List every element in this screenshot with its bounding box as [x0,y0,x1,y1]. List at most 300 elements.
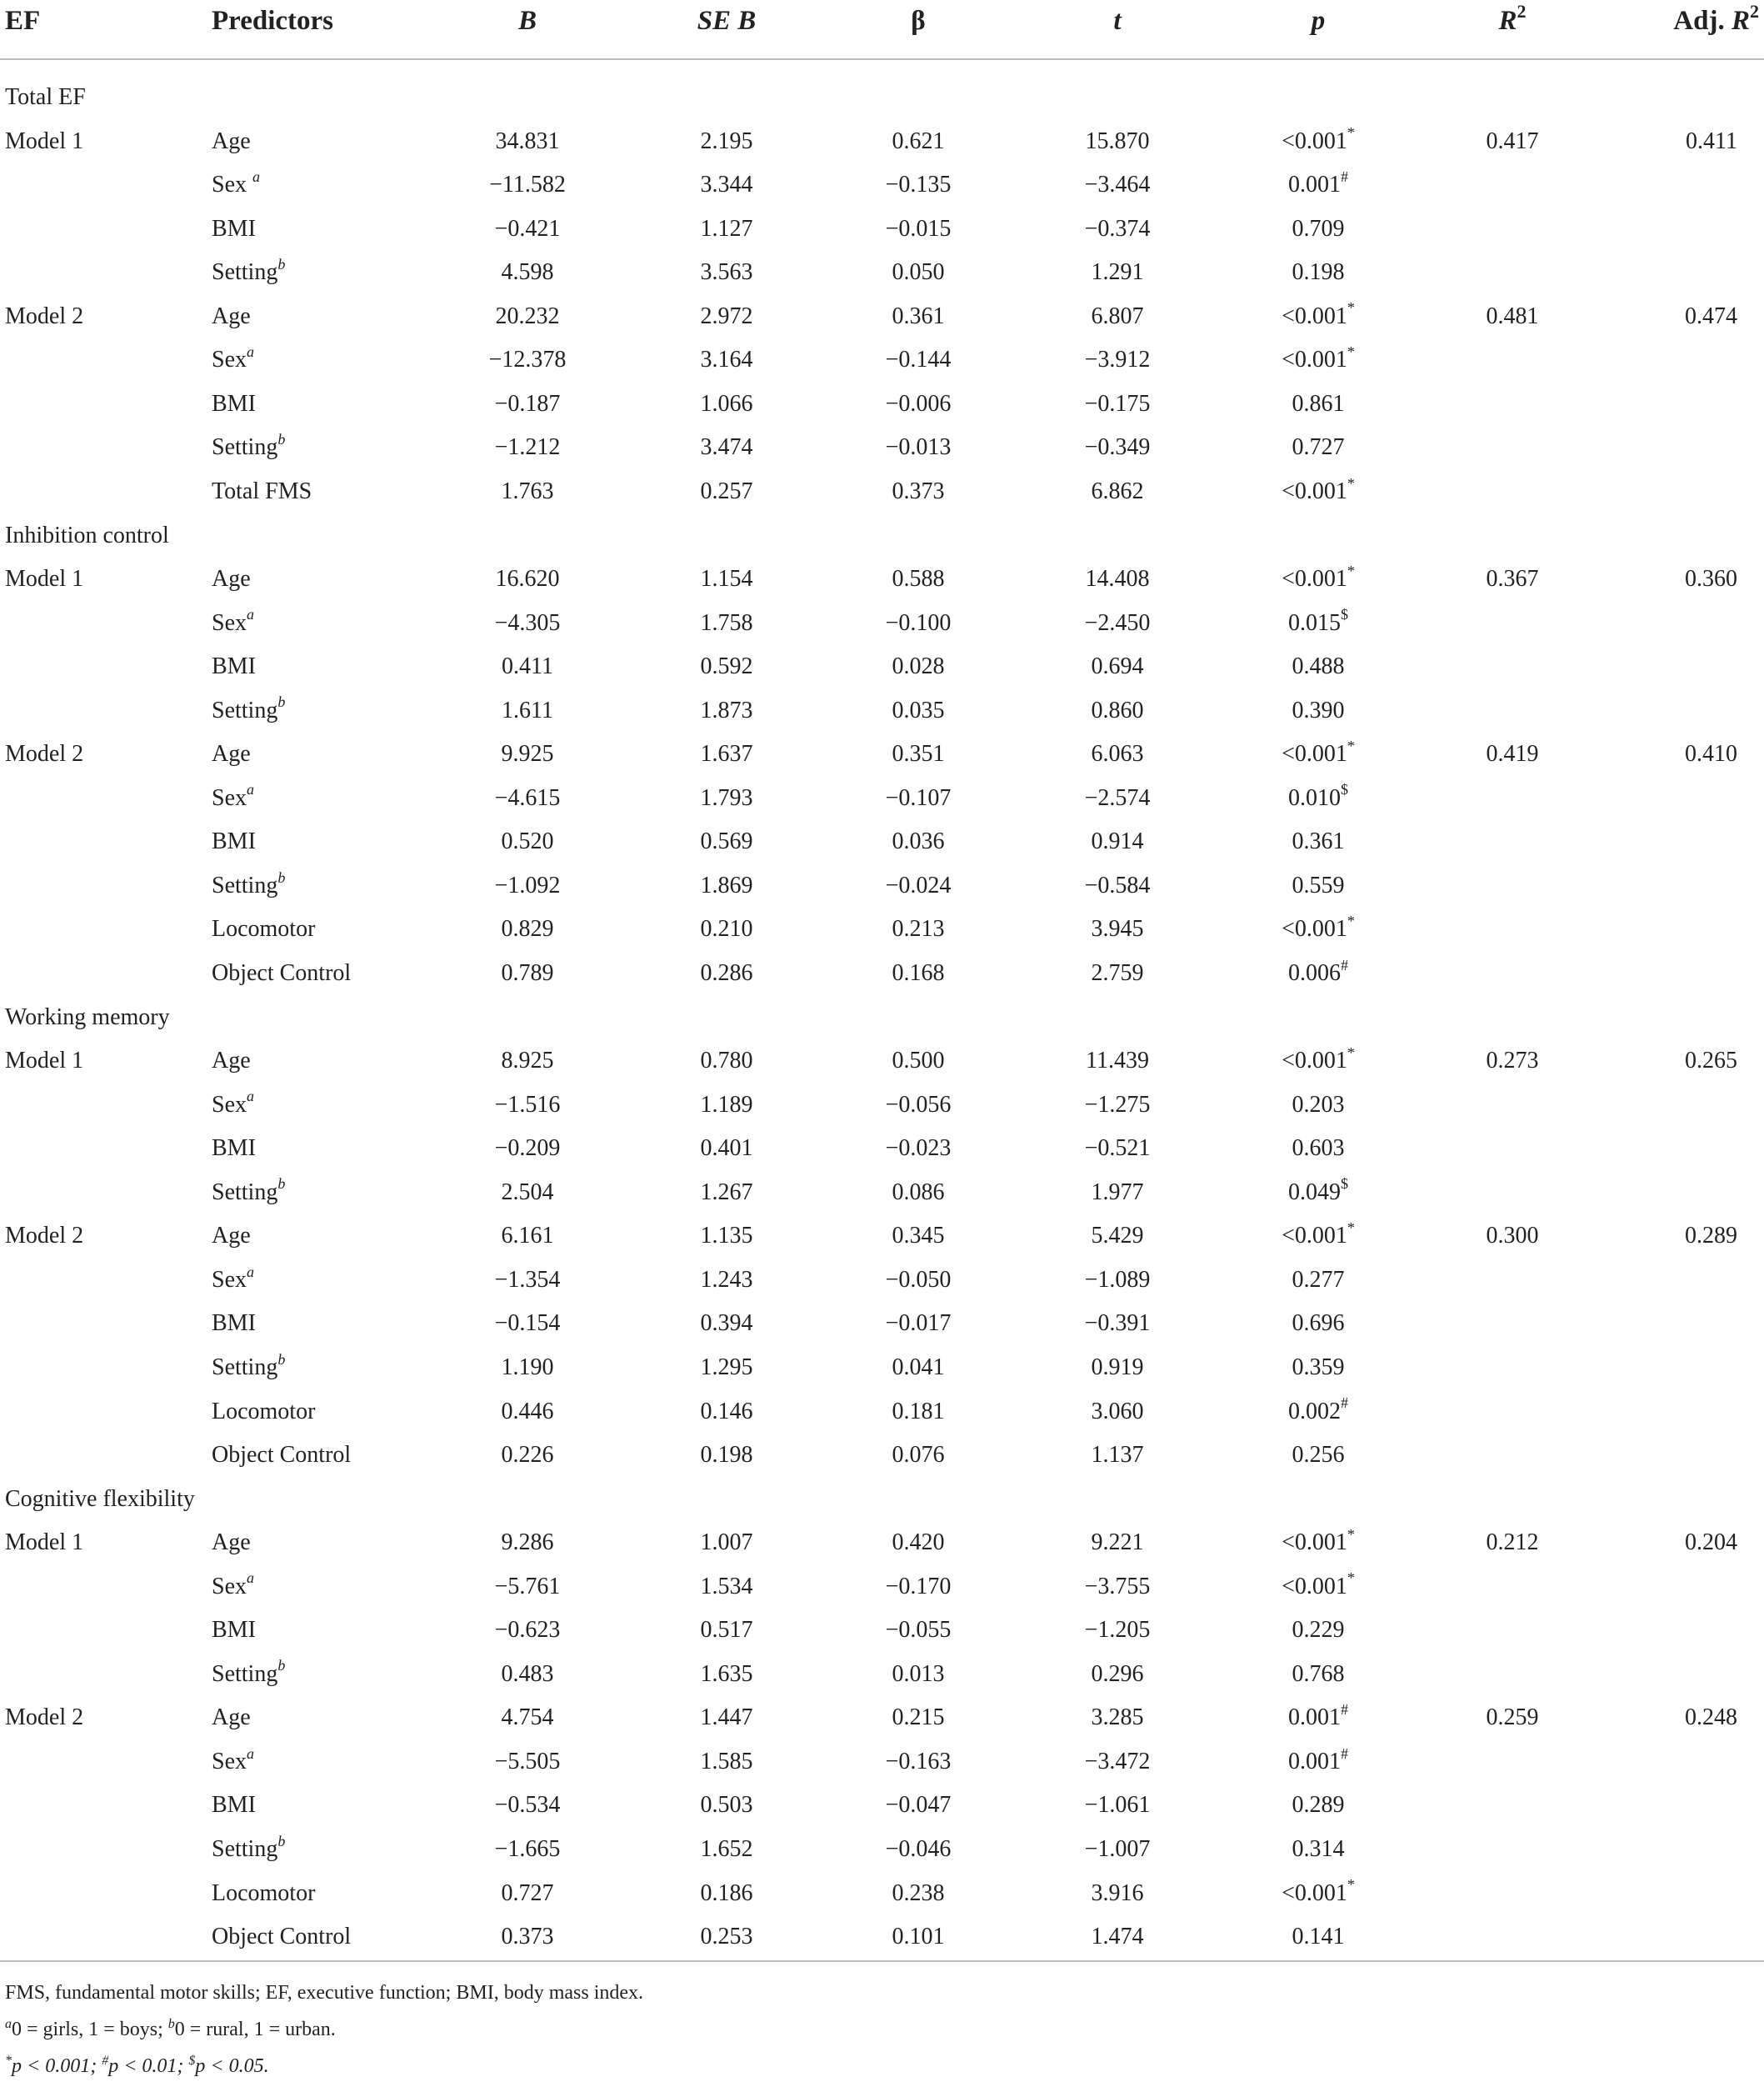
coef-t: 0.860 [1091,697,1144,723]
coef-b: 4.598 [501,259,554,286]
significance-mark: # [1341,956,1348,973]
predictor-name [212,1132,256,1165]
coef-p [1288,957,1348,990]
significance-mark: * [1347,474,1355,492]
coef-beta: −0.170 [885,1573,952,1599]
predictor-superscript: b [277,255,286,273]
coef-p [1292,1089,1345,1122]
coef-se-b: 1.295 [700,1354,753,1380]
coef-b: −0.534 [494,1792,561,1819]
predictor-label: Age [212,1223,251,1249]
p-value: 0.002 [1288,1398,1341,1424]
header-predictors: Predictors [212,6,334,36]
coef-beta: −0.107 [885,784,952,811]
p-value: 0.359 [1292,1354,1345,1380]
footnote-coding: $^a$0 = girls, 1 = boys; $^b$0 = rural, 1 = urban. [5,2017,336,2040]
coef-beta: −0.015 [885,215,952,242]
predictor-name [212,782,254,815]
predictor-superscript: b [277,1657,286,1674]
predictor-label: BMI [212,1617,256,1644]
significance-mark: * [1347,1569,1355,1587]
coef-t: 0.694 [1091,653,1144,680]
predictor-name [212,1526,251,1559]
coef-beta: 0.013 [892,1660,945,1687]
predictor-name [212,563,251,596]
coef-b: −0.623 [494,1617,561,1644]
coef-b: −1.354 [494,1266,561,1293]
coef-t: −2.574 [1084,784,1151,811]
significance-mark: * [1347,299,1355,317]
footnote-abbreviations: FMS, fundamental motor skills; EF, executive function; BMI, body mass index. [5,1982,644,2004]
coef-b: −0.187 [494,390,561,417]
header-r-squared: $R^2$ [1498,1,1527,36]
coef-p [1282,1526,1355,1559]
coef-se-b: 1.243 [700,1266,753,1293]
predictor-label: Locomotor [212,916,316,943]
coef-b: −1.092 [494,872,561,898]
predictor-name [212,1176,285,1209]
p-value: 0.727 [1292,434,1345,461]
predictor-label: Setting [212,872,278,898]
coef-t: −0.374 [1084,215,1151,242]
p-value: 0.709 [1292,215,1345,242]
coef-b: −0.421 [494,215,561,242]
predictor-name [212,168,260,202]
adj-r-squared-value: 0.474 [1685,303,1737,329]
predictor-superscript: a [247,1088,254,1105]
coef-se-b: 1.652 [700,1836,753,1862]
header-beta: β [911,6,926,36]
predictor-label: Age [212,566,251,593]
coef-beta: 0.345 [892,1223,945,1249]
coef-b: 16.620 [495,566,560,593]
coef-se-b: 1.635 [700,1660,753,1687]
coef-t: −3.755 [1084,1573,1151,1599]
significance-mark: * [1347,913,1355,930]
coef-beta: −0.135 [885,172,952,198]
predictor-name [212,1877,315,1910]
significance-mark: $ [1341,781,1348,798]
p-value: <0.001 [1282,1573,1347,1599]
coef-t: 11.439 [1086,1048,1149,1074]
predictor-label: Setting [212,434,278,461]
coef-p [1288,1395,1348,1429]
predictor-label: BMI [212,1792,256,1819]
predictor-name [212,1920,351,1954]
r-squared-value: 0.259 [1486,1704,1539,1731]
coef-se-b: 1.637 [700,741,753,768]
coef-t: −1.275 [1084,1091,1151,1118]
p-value: 0.314 [1292,1836,1345,1862]
predictor-label: BMI [212,1135,256,1162]
coef-se-b: 1.135 [700,1223,753,1249]
model-label: Model 1 [5,1529,84,1556]
section-title: Total EF [5,84,86,110]
coef-beta: 0.361 [892,303,945,329]
coef-p [1292,1789,1345,1822]
predictor-label: BMI [212,828,256,855]
coef-p [1282,1877,1355,1910]
predictor-label: Sex [212,1266,247,1293]
coef-b: 0.373 [501,1924,554,1950]
significance-mark: * [1347,1876,1355,1894]
predictor-label: BMI [212,653,256,680]
coef-beta: −0.050 [885,1266,952,1293]
coef-beta: −0.013 [885,434,952,461]
predictor-label: Locomotor [212,1879,316,1906]
coef-beta: 0.076 [892,1442,945,1469]
coef-p [1282,125,1355,158]
significance-mark: # [1341,1744,1348,1762]
coef-se-b: 0.592 [700,653,753,680]
coef-se-b: 0.569 [700,828,753,855]
model-label: Model 2 [5,1704,84,1731]
predictor-superscript: a [252,168,260,185]
coef-b: 0.411 [502,653,553,680]
coef-beta: 0.086 [892,1179,945,1205]
adj-r-squared-value: 0.411 [1686,128,1737,154]
predictor-name [212,475,312,508]
coef-p [1282,563,1355,596]
coef-b: 20.232 [495,303,560,329]
coef-t: 1.474 [1091,1924,1144,1950]
coef-t: 3.060 [1091,1398,1144,1424]
coef-p [1292,431,1345,464]
model-label: Model 2 [5,303,84,329]
p-value: 0.603 [1292,1135,1345,1162]
predictor-superscript: b [277,431,286,448]
p-value: 0.198 [1292,259,1345,286]
r-squared-value: 0.300 [1486,1223,1539,1249]
predictor-name [212,825,256,858]
p-value: <0.001 [1282,1879,1347,1906]
p-value: 0.229 [1292,1617,1345,1644]
predictor-label: Age [212,128,251,154]
p-value: 0.559 [1292,872,1345,898]
coef-p [1292,825,1345,858]
coef-t: −1.089 [1084,1266,1151,1293]
coef-beta: 0.050 [892,259,945,286]
coef-b: 9.925 [501,741,554,768]
coef-t: 3.945 [1091,916,1144,943]
predictor-name [212,869,285,903]
p-value: <0.001 [1282,303,1347,329]
coef-beta: 0.351 [892,741,945,768]
coef-p [1288,1745,1348,1779]
predictor-label: Setting [212,697,278,723]
coef-p [1288,782,1348,815]
coef-p [1292,650,1345,683]
predictor-label: Setting [212,259,278,286]
coef-p [1292,213,1345,246]
adj-r-squared-value: 0.289 [1685,1223,1737,1249]
coef-b: −1.212 [494,434,561,461]
coef-b: 0.829 [501,916,554,943]
coef-beta: −0.024 [885,872,952,898]
coef-se-b: 2.972 [700,303,753,329]
coef-se-b: 0.257 [700,478,753,504]
coef-beta: 0.168 [892,960,945,986]
coef-se-b: 1.447 [700,1704,753,1731]
coef-p [1282,1044,1355,1078]
coef-t: 15.870 [1085,128,1150,154]
predictor-name [212,1264,254,1297]
significance-mark: * [1347,562,1355,579]
coef-p [1292,1439,1345,1472]
coef-se-b: 1.189 [700,1091,753,1118]
coef-t: 1.137 [1091,1442,1144,1469]
model-label: Model 1 [5,1048,84,1074]
coef-t: −3.464 [1084,172,1151,198]
predictor-name [212,913,315,946]
coef-se-b: 0.780 [700,1048,753,1074]
predictor-label: Age [212,741,251,768]
coef-se-b: 0.210 [700,916,753,943]
header-se-b: SE B [697,6,757,36]
significance-mark: $ [1341,606,1348,623]
predictor-superscript: a [247,606,254,623]
predictor-label: Object Control [212,960,352,986]
coef-t: −0.521 [1084,1135,1151,1162]
predictor-label: Sex [212,609,247,636]
coef-b: −11.582 [489,172,566,198]
p-value: 0.001 [1288,172,1341,198]
coef-beta: 0.215 [892,1704,945,1731]
coef-t: −0.349 [1084,434,1151,461]
predictor-name [212,1439,351,1472]
predictor-name [212,694,285,728]
coef-beta: 0.101 [892,1924,945,1950]
p-value: 0.001 [1288,1748,1341,1774]
coef-b: 0.483 [501,1660,554,1687]
coef-p [1282,1219,1355,1253]
model-label: Model 1 [5,128,84,154]
adj-r-squared-value: 0.265 [1685,1048,1737,1074]
coef-t: −3.912 [1084,347,1151,373]
coef-beta: −0.046 [885,1836,952,1862]
predictor-label: Setting [212,1354,278,1380]
coef-t: 6.862 [1091,478,1144,504]
adj-r-squared-value: 0.410 [1685,741,1737,768]
p-value: 0.049 [1288,1179,1341,1205]
p-value: 0.203 [1292,1091,1345,1118]
coef-b: 0.446 [501,1398,554,1424]
predictor-name [212,1570,254,1604]
coef-se-b: 0.503 [700,1792,753,1819]
coef-se-b: 3.474 [700,434,753,461]
coef-beta: −0.163 [885,1748,952,1774]
header-ef: EF [5,6,41,36]
section-title: Working memory [5,1003,170,1030]
coef-t: 14.408 [1085,566,1150,593]
coef-p [1292,1307,1345,1340]
coef-t: 0.919 [1091,1354,1144,1380]
coef-t: −0.584 [1084,872,1151,898]
coef-b: −4.305 [494,609,561,636]
coef-p [1292,694,1345,728]
predictor-name [212,213,256,246]
coef-t: 1.977 [1091,1179,1144,1205]
p-value: 0.141 [1292,1924,1345,1950]
coef-beta: 0.035 [892,697,945,723]
r-squared-value: 0.417 [1486,128,1539,154]
coef-se-b: 0.401 [700,1135,753,1162]
predictor-label: Age [212,303,251,329]
predictor-name [212,738,251,771]
coef-beta: 0.181 [892,1398,945,1424]
predictor-label: Age [212,1529,251,1556]
predictor-name [212,650,256,683]
predictor-name [212,1219,251,1253]
predictor-label: Locomotor [212,1398,316,1424]
significance-mark: * [1347,1044,1355,1061]
coef-b: −1.516 [494,1091,561,1118]
coef-t: −0.175 [1084,390,1151,417]
coef-se-b: 1.869 [700,872,753,898]
coef-p [1292,1920,1345,1954]
coef-b: 0.520 [501,828,554,855]
coef-p [1282,1570,1355,1604]
p-value: <0.001 [1282,128,1347,154]
coef-beta: 0.028 [892,653,945,680]
coef-b: 34.831 [495,128,560,154]
p-value: 0.006 [1288,960,1341,986]
coef-b: 0.789 [501,960,554,986]
predictor-label: BMI [212,215,256,242]
footnote-significance: *p < 0.001; #p < 0.01; $p < 0.05. [5,2054,269,2077]
significance-mark: # [1341,1701,1348,1719]
r-squared-value: 0.481 [1486,303,1539,329]
p-value: 0.861 [1292,390,1345,417]
coef-beta: 0.238 [892,1879,945,1906]
coef-t: 9.221 [1091,1529,1144,1556]
coef-se-b: 0.198 [700,1442,753,1469]
coef-p [1292,256,1345,289]
predictor-name [212,1745,254,1779]
coef-t: 0.296 [1091,1660,1144,1687]
coef-se-b: 3.164 [700,347,753,373]
coef-t: −3.472 [1084,1748,1151,1774]
p-value: 0.010 [1288,784,1341,811]
table-footnotes [0,1960,1764,2082]
coef-se-b: 0.146 [700,1398,753,1424]
predictor-label: Object Control [212,1924,352,1950]
adj-r-squared-value: 0.204 [1685,1529,1737,1556]
p-value: 0.277 [1292,1266,1345,1293]
predictor-superscript: b [277,1832,286,1849]
predictor-label: Setting [212,1836,278,1862]
coef-b: 6.161 [501,1223,554,1249]
predictor-name [212,300,251,333]
coef-b: 8.925 [501,1048,554,1074]
significance-mark: # [1341,168,1348,185]
predictor-name [212,1833,285,1866]
p-value: 0.015 [1288,609,1341,636]
coef-t: −2.450 [1084,609,1151,636]
r-squared-value: 0.419 [1486,741,1539,768]
predictor-label: BMI [212,1310,256,1337]
p-value: 0.256 [1292,1442,1345,1469]
coef-t: 6.807 [1091,303,1144,329]
coef-se-b: 1.267 [700,1179,753,1205]
predictor-label: Sex [212,1573,247,1599]
coef-p [1292,1833,1345,1866]
coef-t: 3.916 [1091,1879,1144,1906]
coef-se-b: 2.195 [700,128,753,154]
coef-se-b: 1.127 [700,215,753,242]
coef-p [1292,869,1345,903]
coef-se-b: 1.793 [700,784,753,811]
predictor-superscript: a [247,1569,254,1587]
section-title: Cognitive flexibility [5,1485,195,1512]
r-squared-value: 0.212 [1486,1529,1539,1556]
r-squared-value: 0.273 [1486,1048,1539,1074]
coef-se-b: 1.066 [700,390,753,417]
predictor-name [212,1089,254,1122]
predictor-superscript: b [277,868,286,886]
coef-p [1292,1351,1345,1384]
coef-se-b: 0.186 [700,1879,753,1906]
p-value: <0.001 [1282,566,1347,593]
predictor-superscript: a [247,781,254,798]
predictor-name [212,1351,285,1384]
p-value: <0.001 [1282,916,1347,943]
header-p: p [1311,6,1326,36]
predictor-label: Sex [212,172,252,198]
predictor-superscript: a [247,1744,254,1762]
predictor-label: Setting [212,1179,278,1205]
coef-p [1288,1176,1348,1209]
coef-beta: 0.621 [892,128,945,154]
coef-beta: 0.373 [892,478,945,504]
model-label: Model 2 [5,741,84,768]
coef-b: −5.505 [494,1748,561,1774]
coef-se-b: 3.344 [700,172,753,198]
coef-p [1282,343,1355,377]
coef-t: 5.429 [1091,1223,1144,1249]
p-value: <0.001 [1282,1048,1347,1074]
predictor-superscript: b [277,1175,286,1193]
coef-p [1292,1658,1345,1691]
coef-se-b: 0.253 [700,1924,753,1950]
p-value: <0.001 [1282,1529,1347,1556]
coef-b: −0.209 [494,1135,561,1162]
p-value: 0.488 [1292,653,1345,680]
coef-beta: 0.041 [892,1354,945,1380]
coef-t: −1.007 [1084,1836,1151,1862]
coef-beta: 0.500 [892,1048,945,1074]
coef-p [1288,1701,1348,1734]
p-value: 0.768 [1292,1660,1345,1687]
significance-mark: $ [1341,1175,1348,1193]
coef-beta: −0.100 [885,609,952,636]
coef-p [1282,738,1355,771]
predictor-label: Age [212,1048,251,1074]
adj-r-squared-value: 0.248 [1685,1704,1737,1731]
coef-t: 1.291 [1091,259,1144,286]
model-label: Model 1 [5,566,84,593]
model-label: Model 2 [5,1223,84,1249]
p-value: <0.001 [1282,347,1347,373]
coef-b: 1.763 [501,478,554,504]
section-title: Inhibition control [5,522,169,548]
p-value: 0.696 [1292,1310,1345,1337]
coef-beta: −0.055 [885,1617,952,1644]
p-value: <0.001 [1282,478,1347,504]
coef-t: −1.061 [1084,1792,1151,1819]
coef-beta: −0.056 [885,1091,952,1118]
predictor-label: Setting [212,1660,278,1687]
